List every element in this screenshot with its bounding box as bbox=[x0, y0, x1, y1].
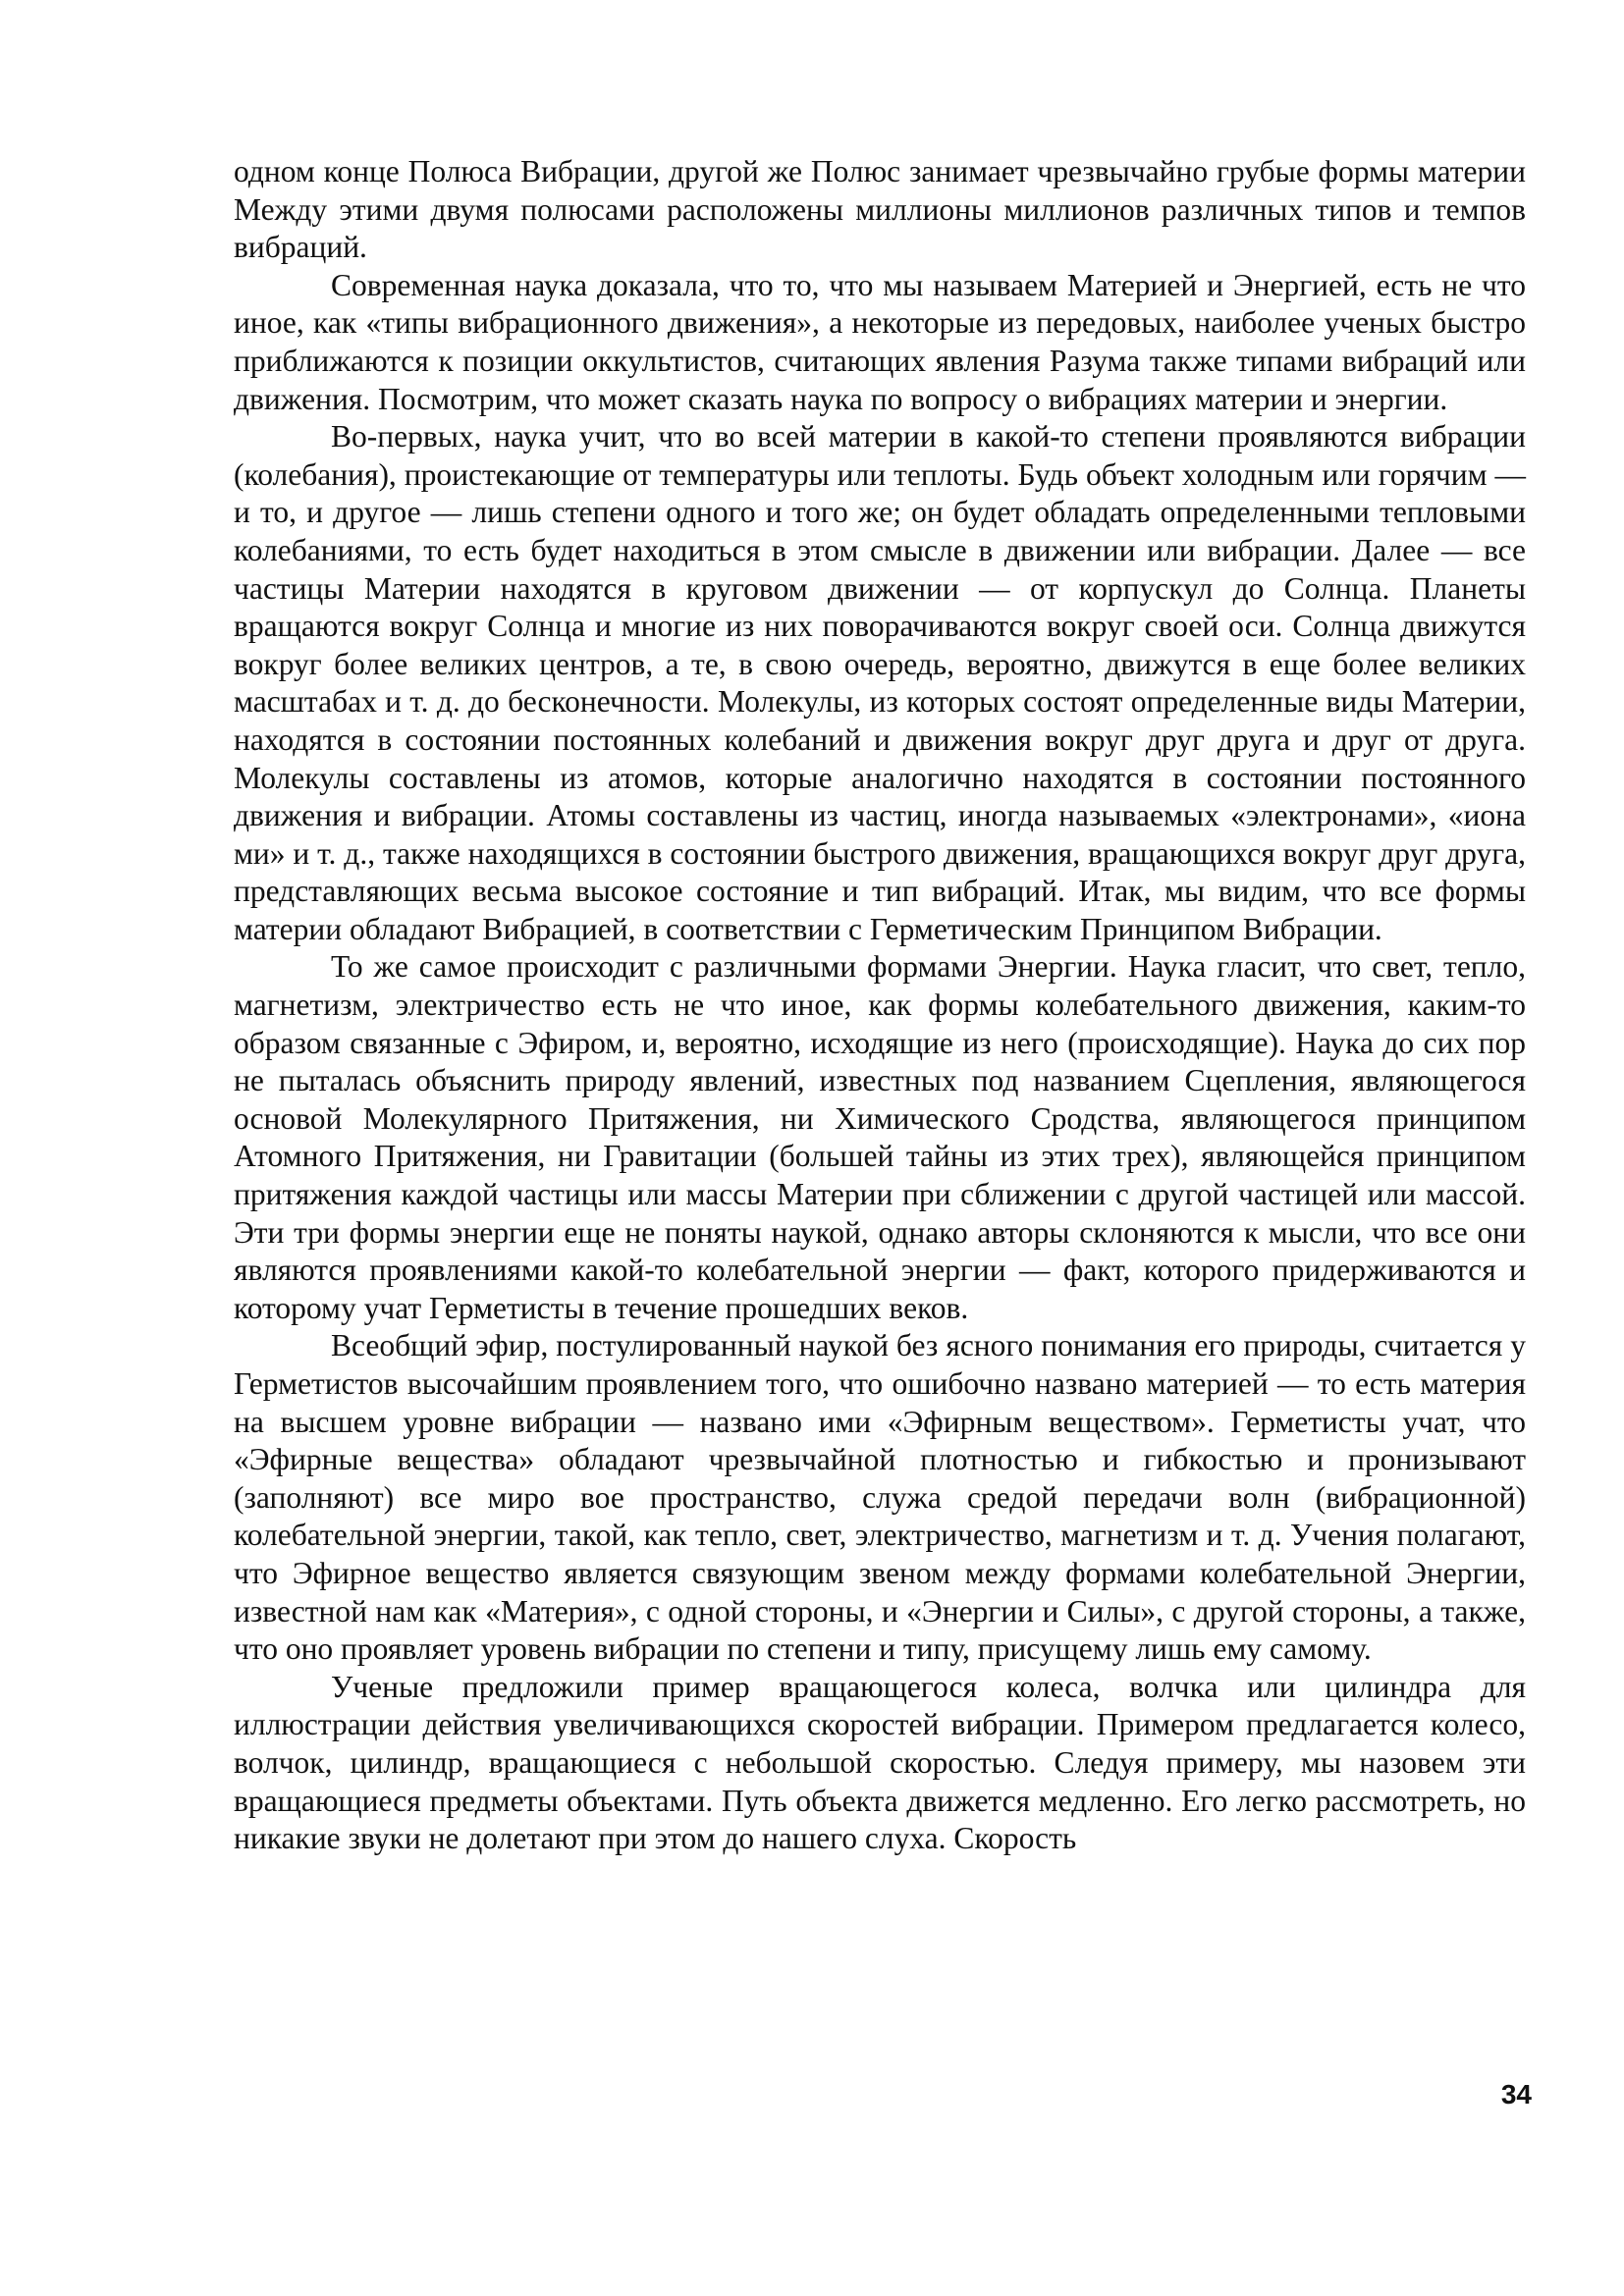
page-number: 34 bbox=[1500, 2079, 1532, 2109]
paragraph-rotating-wheel: Ученые предложили пример вращающегося колеса, волчка или цилиндра для иллюстрации действия увеличивающихся скоростей вибрации. Примером предлагается колесо, волчок, цилиндр, вращающиеся с небольшой скоростью. Следуя примеру, мы назовем эти вращающиеся предметы объектами. Путь объекта движется медленно. Его легко рассмотреть, но никакие звуки не долетают при этом до нашего слуха. Скорость bbox=[234, 1669, 1526, 1856]
paragraph-universal-ether: Всеобщий эфир, постулированный наукой без ясного понимания его природы, считается у Герметистов высочайшим проявлением того, что ошибочно названо материей — то есть материя на высшем уровне вибрации — названо ими «Эфирным веществом». Герметисты учат, что «Эфирные вещества» обладают чрезвычайной плотностью и гибкостью и пронизывают (заполняют) все миро вое пространство, служа средой передачи волн (вибрационной) колебательной энергии, такой, как тепло, свет, электричество, магнетизм и т. д. Учения полагают, что Эфирное вещество является связующим звеном между формами колебательной Энергии, известной нам как «Материя», с одной стороны, и «Энергии и Силы», с другой стороны, а также, что оно проявляет уровень вибрации по степени и типу, присущему лишь ему самому. bbox=[234, 1328, 1526, 1667]
paragraph-continuation: одном конце Полюса Вибрации, другой же Полюс занимает чрезвычайно грубые формы материи Между этими двумя полюсами расположены миллионы миллионов различных типов и темпов вибраций. bbox=[234, 154, 1526, 265]
paragraph-matter-vibrations: Во-первых, наука учит, что во всей материи в какой-то степени проявляются вибрации (колебания), проистекающие от температуры или теплоты. Будь объект холодным или горячим — и то, и другое — лишь степени одного и того же; он будет обладать определенными тепловыми колебаниями, то есть будет находиться в этом смысле в движении или вибрации. Далее — все частицы Материи находятся в круговом движении — от корпускул до Солнца. Планеты вращаются вокруг Солнца и многие из них поворачиваются вокруг своей оси. Солнца движутся вокруг более великих центров, а те, в свою очередь, вероятно, движутся в еще более великих масштабах и т. д. до бесконечности. Молекулы, из которых состоят определенные виды Материи, находятся в состоянии постоянных колебаний и движения вокруг друг друга и друг от друга. Молекулы составлены из атомов, которые аналогично находятся в состоянии постоянного движения и вибрации. Атомы составлены из частиц, иногда называемых «электронами», «иона ми» и т. д., также находящихся в состоянии быстрого движения, вращающихся вокруг друг друга, представляющих весьма высокое состояние и тип вибраций. Итак, мы видим, что все формы материи обладают Вибрацией, в соответствии с Герметическим Принципом Вибрации. bbox=[234, 419, 1527, 946]
document-page-body bbox=[234, 153, 1526, 1858]
paragraph-energy-forms: То же самое происходит с различными формами Энергии. Наука гласит, что свет, тепло, магнетизм, электричество есть не что иное, как формы колебательного движения, каким-то образом связанные с Эфиром, и, вероятно, исходящие из него (происходящие). Наука до сих пор не пыталась объяснить природу явлений, известных под названием Сцепления, являющегося основой Молекулярного Притяжения, ни Химического Сродства, являющегося принципом Атомного Притяжения, ни Гравитации (большей тайны из этих трех), являющейся принципом притяжения каждой частицы или массы Материи при сближении с другой частицей или массой. Эти три формы энергии еще не поняты наукой, однако авторы склоняются к мысли, что все они являются проявлениями какой-то колебательной энергии — факт, которого придерживаются и которому учат Герметисты в течение прошедших веков. bbox=[234, 949, 1526, 1325]
paragraph-modern-science: Современная наука доказала, что то, что мы называем Материей и Энергией, есть не что иное, как «типы вибрационного движения», а некоторые из передовых, наиболее ученых быстро приближаются к позиции оккультистов, считающих явления Разума также типами вибраций или движения. Посмотрим, что может сказать наука по вопросу о вибрациях материи и энергии. bbox=[234, 267, 1526, 416]
